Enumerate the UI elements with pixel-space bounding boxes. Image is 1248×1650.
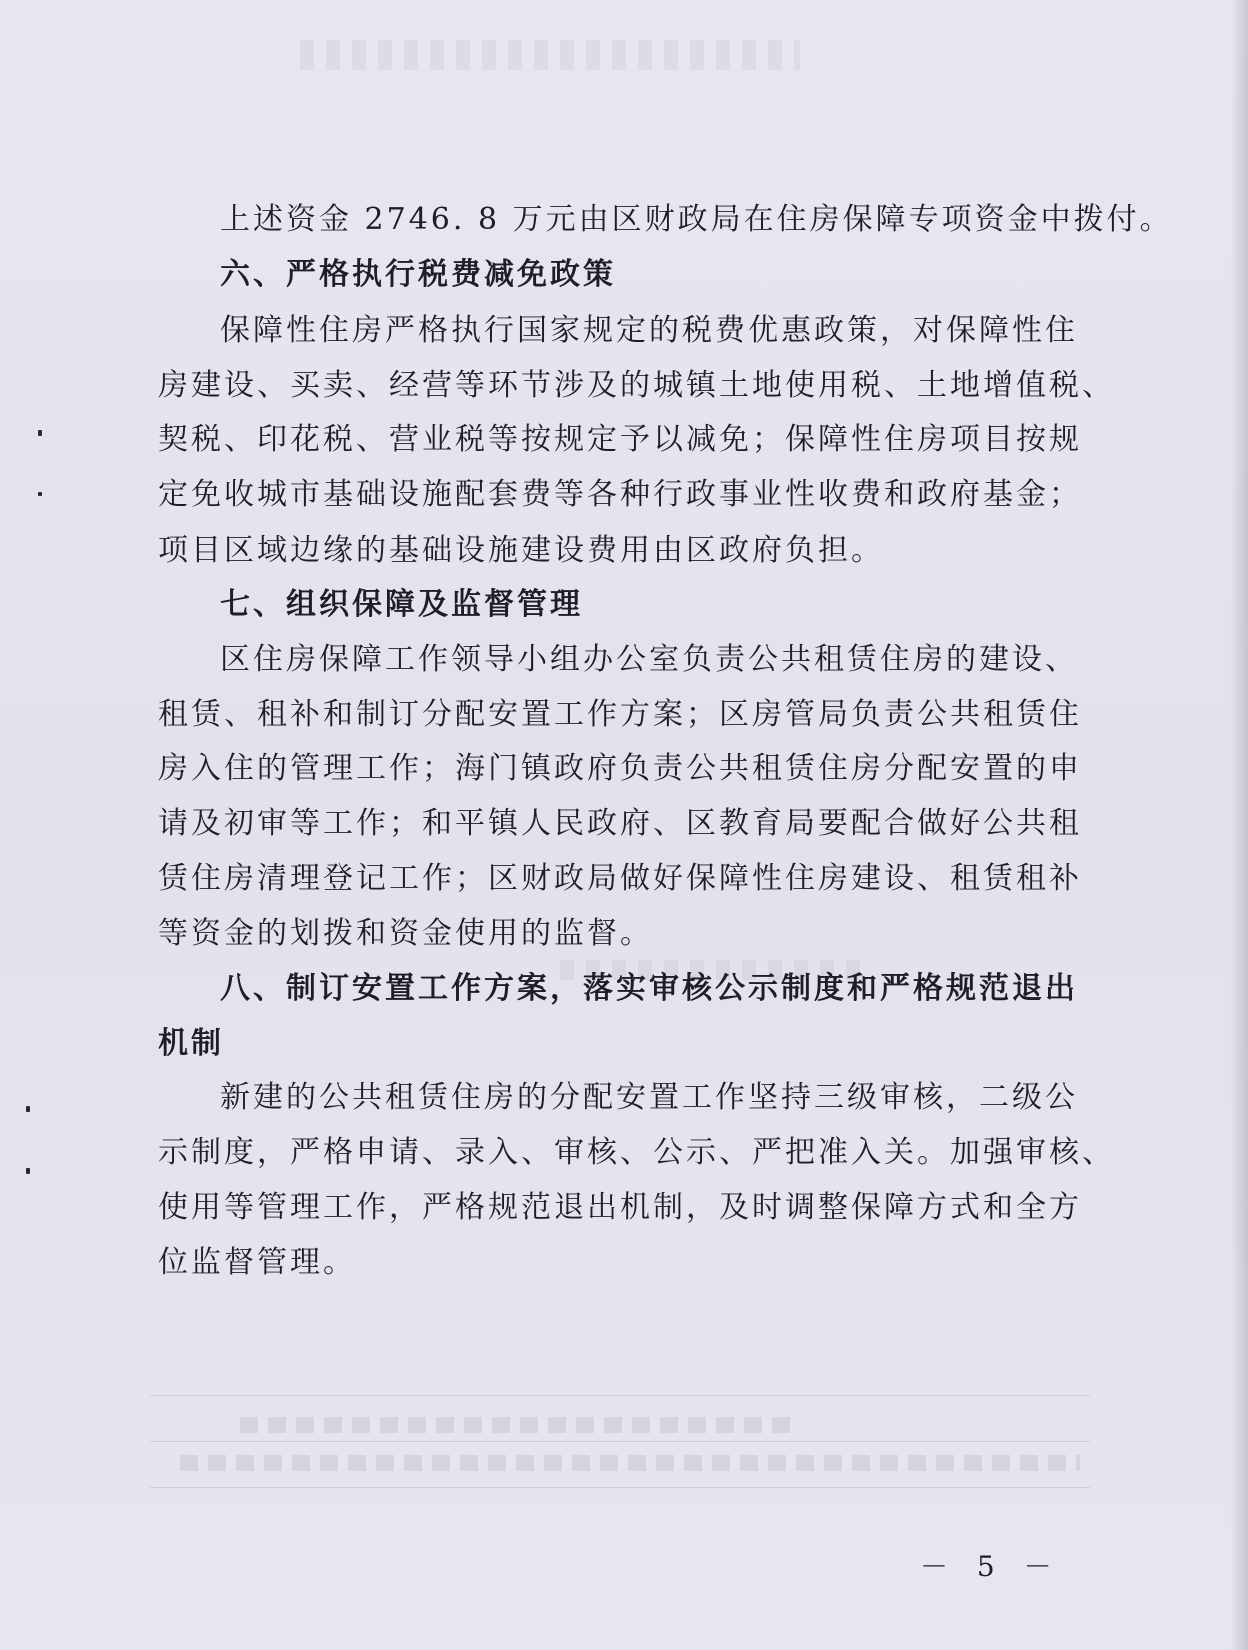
paragraph-line: 房建设、买卖、经营等环节涉及的城镇土地使用税、土地增值税、 [158,368,1115,403]
margin-mark [38,430,42,436]
section-heading-8: 八、制订安置工作方案，落实审核公示制度和严格规范退出 [220,971,1078,1006]
faint-bleed-footer [150,1395,1100,1495]
paragraph-line: 使用等管理工作，严格规范退出机制，及时调整保障方式和全方 [158,1190,1082,1225]
paragraph-line: 租赁、租补和制订分配安置工作方案；区房管局负责公共租赁住 [158,697,1082,732]
faint-ghost-text [180,1455,1080,1471]
margin-mark [26,1168,30,1174]
page-edge-shadow [1230,0,1248,1650]
paragraph-line: 区住房保障工作领导小组办公室负责公共租赁住房的建设、 [220,642,1078,677]
paragraph-line: 新建的公共租赁住房的分配安置工作坚持三级审核，二级公 [220,1080,1078,1115]
paragraph-line: 房入住的管理工作；海门镇政府负责公共租赁住房分配安置的申 [158,751,1082,786]
section-heading-7: 七、组织保障及监督管理 [220,587,583,622]
paragraph-line: 契税、印花税、营业税等按规定予以减免；保障性住房项目按规 [158,422,1082,457]
paragraph-line: 保障性住房严格执行国家规定的税费优惠政策，对保障性住 [220,313,1078,348]
paragraph-line: 项目区域边缘的基础设施建设费用由区政府负担。 [158,533,884,568]
section-heading-6: 六、严格执行税费减免政策 [220,257,616,292]
paragraph-line: 等资金的划拨和资金使用的监督。 [158,916,653,951]
paragraph-line: 位监督管理。 [158,1245,356,1280]
faint-ghost-text [240,1417,800,1433]
paragraph-line: 定免收城市基础设施配套费等各种行政事业性收费和政府基金； [158,477,1082,512]
page-number: － 5 － [920,1550,1062,1583]
faint-rule [150,1441,1090,1442]
paragraph-line: 示制度，严格申请、录入、审核、公示、严把准入关。加强审核、 [158,1135,1115,1170]
paragraph-line: 请及初审等工作；和平镇人民政府、区教育局要配合做好公共租 [158,806,1082,841]
faint-rule [150,1395,1090,1396]
margin-mark [26,1106,30,1112]
margin-mark [38,492,42,496]
paragraph-line: 上述资金 2746. 8 万元由区财政局在住房保障专项资金中拨付。 [220,202,1173,237]
paragraph-line: 赁住房清理登记工作；区财政局做好保障性住房建设、租赁租补 [158,861,1082,896]
section-heading-8-cont: 机制 [158,1026,224,1061]
bleed-through-top [300,40,800,70]
faint-rule [150,1487,1090,1488]
